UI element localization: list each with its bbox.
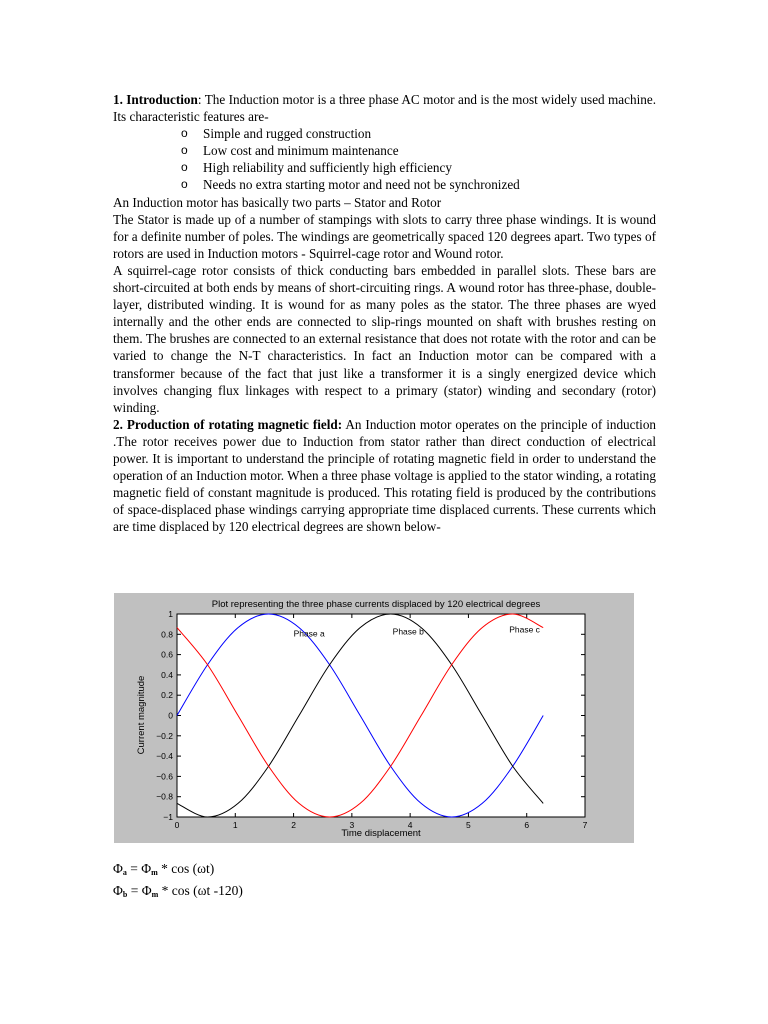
y-tick-label: 0 <box>168 710 173 721</box>
feature-list <box>113 125 656 193</box>
bullet-icon: o <box>181 126 188 141</box>
series-label: Phase a <box>293 628 325 639</box>
list-item: o Needs no extra starting motor and need not be synchronized <box>181 177 520 193</box>
list-item: o Simple and rugged construction <box>181 126 372 142</box>
body-text <box>113 91 656 535</box>
stator-paragraph: The Stator is made up of a number of stampings with slots to carry three phase windings. It is wound for a definite number of poles. The windings are geometrically spaced 120 degrees apart. Two types of rotors are used in Induction motors - Squirrel-cage rotor and Wound rotor. <box>113 211 656 261</box>
x-tick-label: 7 <box>582 820 588 830</box>
series-label: Phase c <box>509 624 540 635</box>
chart-title: Plot representing the three phase currents displaced by 120 electrical degrees <box>211 599 541 610</box>
phase-currents-figure <box>114 593 634 843</box>
y-tick-label: 0.4 <box>161 669 173 680</box>
y-axis-label: Current magnitude <box>136 675 147 755</box>
formula-phase-a: $\Phi_a = \Phi_m * \cos (\omega t)$ <box>113 861 215 877</box>
section2-paragraph <box>113 416 656 536</box>
formula-phase-b: $\Phi_b = \Phi_m * \cos (\omega t$ -120) <box>113 883 243 899</box>
intro-heading: 1. Introduction <box>113 92 198 107</box>
x-tick-label: 1 <box>232 820 238 830</box>
x-tick-label: 5 <box>466 820 471 830</box>
parts-line: An Induction motor has basically two parts – Stator and Rotor <box>113 194 442 210</box>
y-tick-label: 0.6 <box>161 649 173 660</box>
y-tick-label: 0.8 <box>161 629 173 640</box>
series-label: Phase b <box>392 626 424 637</box>
y-tick-label: −0.6 <box>156 771 173 782</box>
bullet-icon: o <box>181 177 188 192</box>
formula-block <box>113 860 243 904</box>
y-tick-label: −0.8 <box>156 791 173 802</box>
section2-heading: 2. Production of rotating magnetic field: <box>113 416 343 432</box>
section2-text: An Induction motor operates on the principle of induction .The rotor receives power due to Induction from stator rather than direct conduction of electrical power. It is important to understand the principle of rotating magnetic field in order to understand the operation of an Induction motor. When a three phase voltage is applied to the stator winding, a rotating magnetic field of constant magnitude is produced. This rotating field is produced by the contributions of space-displaced phase windings carrying appropriate time displaced currents. These currents which are time displaced by 120 electrical degrees are shown below- <box>113 416 657 535</box>
intro-text: : The Induction motor is a three phase AC motor and is the most widely used machine. Its characteristic features are- <box>113 92 657 125</box>
y-tick-label: −0.2 <box>156 730 173 741</box>
list-item: o High reliability and sufficiently high efficiency <box>181 160 452 176</box>
x-axis-label: Time displacement <box>341 828 421 839</box>
rotor-paragraph: A squirrel-cage rotor consists of thick conducting bars embedded in parallel slots. These bars are short-circuited at both ends by means of short-circuiting rings. A wound rotor has three-phase, double-layer, distributed winding. It is wound for as many poles as the stator. The three phases are wyed internally and the other ends are connected to slip-rings mounted on shaft with brushes resting on them. The brushes are connected to an external resistance that does not rotate with the rotor and can be varied to change the N-T characteristics. In fact an Induction motor can be compared with a transformer because of the fact that just like a transformer it is a singly energized device which involves changing flux linkages with respect to a primary (stator) winding and secondary (rotor) winding. <box>113 262 656 415</box>
intro-paragraph <box>113 91 656 125</box>
y-tick-label: 0.2 <box>161 690 173 701</box>
x-tick-label: 3 <box>349 820 355 830</box>
y-tick-label: −0.4 <box>156 751 173 762</box>
phase-currents-chart <box>114 593 634 843</box>
x-tick-label: 2 <box>291 820 296 830</box>
list-item: o Low cost and minimum maintenance <box>181 143 399 159</box>
bullet-icon: o <box>181 160 188 175</box>
bullet-icon: o <box>181 143 188 158</box>
x-tick-label: 0 <box>174 820 180 830</box>
x-tick-label: 6 <box>524 820 530 830</box>
x-tick-label: 4 <box>407 820 413 830</box>
y-tick-label: 1 <box>168 609 173 619</box>
y-tick-label: −1 <box>163 812 173 822</box>
